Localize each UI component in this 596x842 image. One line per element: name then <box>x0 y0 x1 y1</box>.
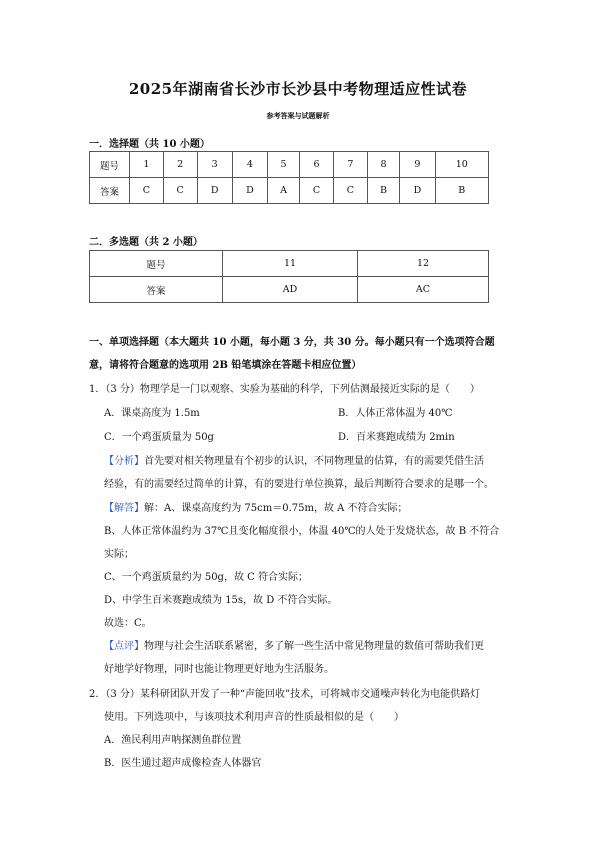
q1-option-c: C．一个鸡蛋质量为 50g <box>104 432 214 443</box>
q1-solution-line4: C、一个鸡蛋质量约为 50g，故 C 符合实际； <box>104 572 308 583</box>
q1-analysis-line2: 经验，有的需要经过简单的计算，有的要进行单位换算，最后判断符合要求的是哪一个。 <box>104 479 494 490</box>
table-cell: 10 <box>435 152 488 178</box>
table-cell: 1 <box>130 152 164 178</box>
solution-tag: 【解答】 <box>104 503 144 514</box>
q1-option-b: B．人体正常体温为 40℃ <box>338 408 453 419</box>
q1-solution-line5: D、中学生百米赛跑成绩为 15s，故 D 不符合实际。 <box>104 595 338 606</box>
section2-answer-table <box>89 250 489 303</box>
table-cell: 8 <box>367 152 400 178</box>
part1-heading-line1: 一、单项选择题（本大题共 10 小题，每小题 3 分，共 30 分。每小题只有一个选项符合题 <box>89 337 495 348</box>
q1-analysis <box>104 452 484 467</box>
table-cell: 5 <box>268 152 300 178</box>
q1-stem: 1．（3 分）物理学是一门以观察、实验为基础的科学，下列估测最接近实际的是（ ） <box>89 384 480 395</box>
q2-stem-line2: 使用。下列选项中，与该项技术利用声音的性质最相似的是（ ） <box>104 712 404 723</box>
analysis-text: 首先要对相关物理量有个初步的认识，不同物理量的估算，有的需要凭借生活 <box>144 456 484 467</box>
table-cell: C <box>130 178 164 204</box>
table-cell: 12 <box>358 251 489 277</box>
table-cell: 4 <box>232 152 267 178</box>
q2-option-a: A．渔民利用声呐探测鱼群位置 <box>104 735 242 746</box>
table-cell: AC <box>358 277 489 303</box>
table-cell: D <box>232 178 267 204</box>
q1-solution <box>104 499 408 514</box>
table-cell: 6 <box>300 152 334 178</box>
table-cell: 3 <box>197 152 232 178</box>
table-cell: 11 <box>223 251 358 277</box>
comment-tag: 【点评】 <box>104 641 144 652</box>
table-cell: D <box>197 178 232 204</box>
table-cell: C <box>163 178 197 204</box>
table-cell: B <box>435 178 488 204</box>
section1-heading: 一．选择题（共 10 小题） <box>89 139 210 150</box>
table-cell: 9 <box>400 152 435 178</box>
q1-option-d: D．百米赛跑成绩为 2min <box>338 432 455 443</box>
table-cell: 7 <box>333 152 367 178</box>
section1-answer-table <box>89 151 489 204</box>
analysis-tag: 【分析】 <box>104 456 144 467</box>
q1-solution-line6: 故选：C。 <box>104 618 152 629</box>
table-cell: D <box>400 178 435 204</box>
table-cell-label: 答案 <box>90 277 223 303</box>
table-cell: C <box>333 178 367 204</box>
table-row <box>90 251 489 277</box>
table-row <box>90 152 489 178</box>
solution-text: 解：A、课桌高度约为 75cm＝0.75m，故 A 不符合实际； <box>144 503 408 514</box>
table-cell: B <box>367 178 400 204</box>
q1-option-a: A．课桌高度为 1.5m <box>104 408 200 419</box>
comment-text: 物理与社会生活联系紧密，多了解一些生活中常见物理量的数值可帮助我们更 <box>144 641 484 652</box>
table-row <box>90 277 489 303</box>
q2-stem-line1: 2．（3 分）某科研团队开发了一种“声能回收”技术，可将城市交通噪声转化为电能供路灯 <box>89 689 481 700</box>
table-cell-label: 答案 <box>90 178 130 204</box>
q1-solution-line2: B、人体正常体温约为 37℃且变化幅度很小，体温 40℃的人处于发烧状态，故 B 不符合 <box>104 526 500 537</box>
q1-comment <box>104 637 484 652</box>
part1-heading-line2: 意，请将符合题意的选项用 2B 铅笔填涂在答题卡相应位置） <box>89 360 362 371</box>
table-cell: C <box>300 178 334 204</box>
q1-comment-line2: 好地学好物理，同时也能让物理更好地为生活服务。 <box>104 664 334 675</box>
table-row <box>90 178 489 204</box>
table-cell-label: 题号 <box>90 251 223 277</box>
page-subtitle: 参考答案与试题解析 <box>266 111 330 120</box>
table-cell-label: 题号 <box>90 152 130 178</box>
table-cell: A <box>268 178 300 204</box>
q1-solution-line3: 实际； <box>104 549 134 560</box>
table-cell: AD <box>223 277 358 303</box>
page-title: 2025年湖南省长沙市长沙县中考物理适应性试卷 <box>128 80 468 98</box>
table-cell: 2 <box>163 152 197 178</box>
q2-option-b: B．医生通过超声成像检查人体器官 <box>104 758 262 769</box>
section2-heading: 二．多选题（共 2 小题） <box>89 237 203 248</box>
